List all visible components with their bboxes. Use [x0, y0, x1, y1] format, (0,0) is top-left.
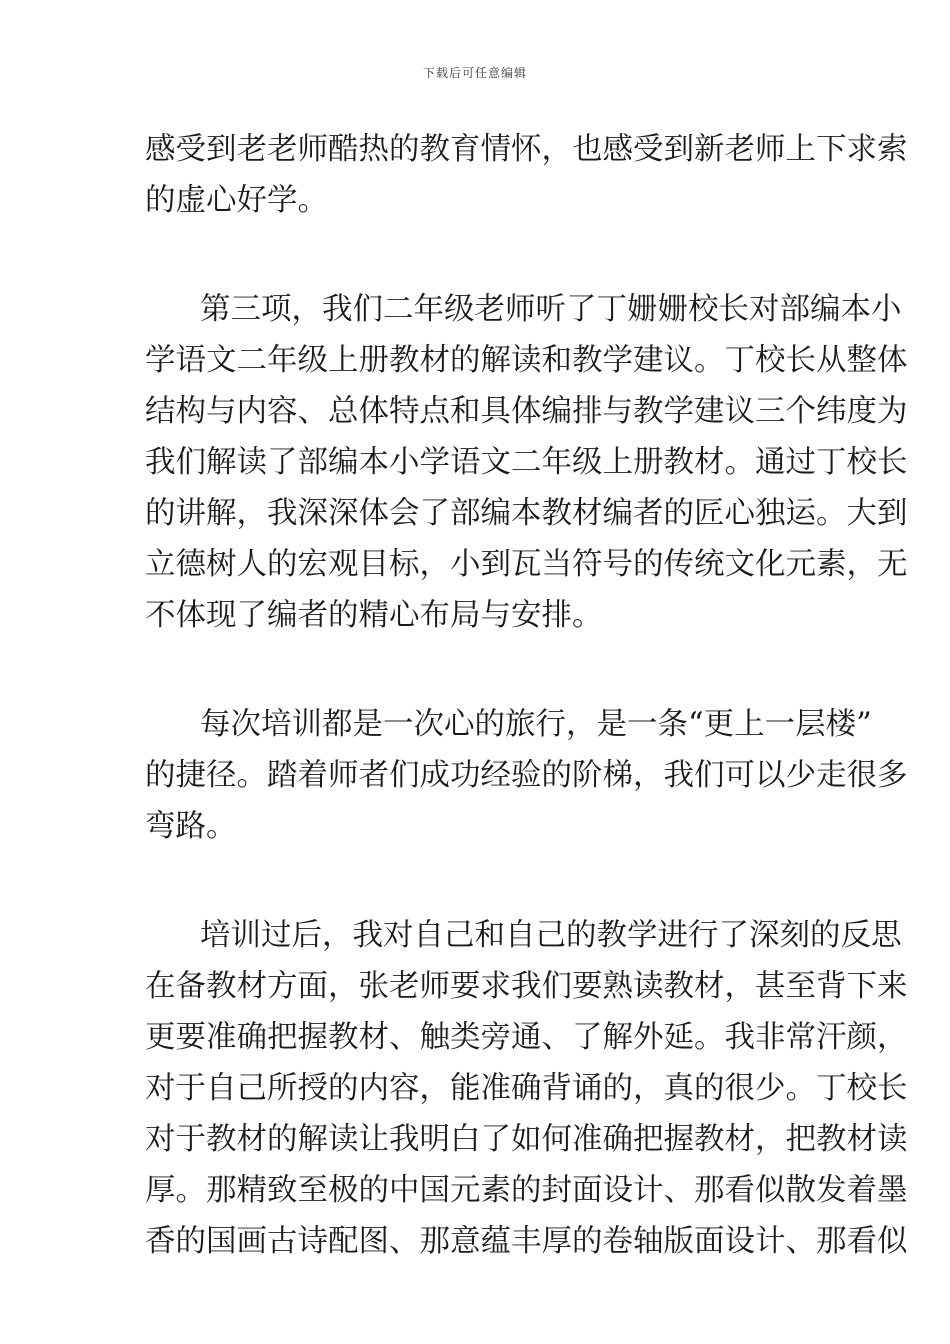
text-line: 的讲解，我深深体会了部编本教材编者的匠心独运。大到 — [145, 496, 908, 531]
text-line: 学语文二年级上册教材的解读和教学建议。丁校长从整体 — [145, 343, 908, 378]
paragraph-gap — [145, 852, 810, 910]
paragraph — [145, 699, 908, 852]
text-line: 感受到老老师酷热的教育情怀，也感受到新老师上下求索 — [145, 132, 908, 167]
text-line: 培训过后，我对自己和自己的教学进行了深刻的反思 — [200, 918, 902, 953]
text-line: 的虚心好学。 — [145, 183, 328, 218]
paragraph-gap — [145, 226, 810, 284]
page-header: 下载后可任意编辑 — [422, 66, 527, 80]
text-line: 的捷径。踏着师者们成功经验的阶梯，我们可以少走很多 — [145, 758, 908, 793]
paragraph — [145, 124, 908, 226]
text-line: 结构与内容、总体特点和具体编排与教学建议三个纬度为 — [145, 394, 908, 429]
text-line: 对于教材的解读让我明白了如何准确把握教材，把教材读 — [145, 1122, 908, 1157]
text-line: 我们解读了部编本小学语文二年级上册教材。通过丁校长 — [145, 445, 908, 480]
paragraph — [145, 910, 908, 1267]
text-line: 每次培训都是一次心的旅行，是一条“更上一层楼” — [200, 707, 872, 742]
text-line: 厚。那精致至极的中国元素的封面设计、那看似散发着墨 — [145, 1173, 908, 1208]
text-line: 第三项，我们二年级老师听了丁姗姗校长对部编本小 — [200, 292, 902, 327]
text-line: 在备教材方面，张老师要求我们要熟读教材，甚至背下来 — [145, 969, 908, 1004]
text-line: 不体现了编者的精心布局与安排。 — [145, 598, 603, 633]
text-line: 立德树人的宏观目标，小到瓦当符号的传统文化元素，无 — [145, 547, 908, 582]
text-line: 香的国画古诗配图、那意蕴丰厚的卷轴版面设计、那看似 — [145, 1224, 908, 1259]
text-line: 更要准确把握教材、触类旁通、了解外延。我非常汗颜， — [145, 1020, 908, 1055]
document-body — [145, 124, 908, 1267]
paragraph — [145, 284, 908, 641]
text-line: 对于自己所授的内容，能准确背诵的，真的很少。丁校长 — [145, 1071, 908, 1106]
paragraph-gap — [145, 641, 810, 699]
text-line: 弯路。 — [145, 809, 237, 844]
